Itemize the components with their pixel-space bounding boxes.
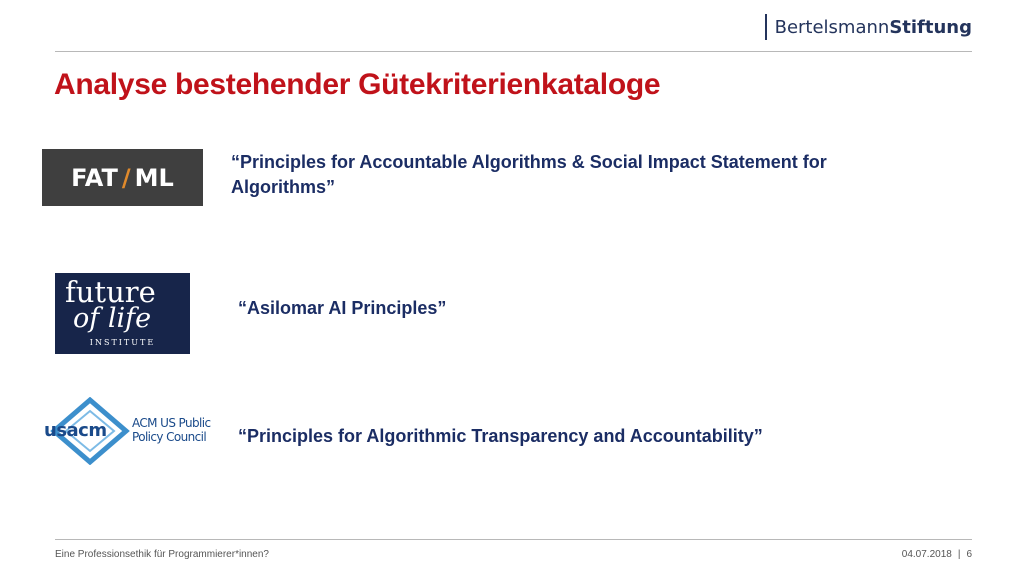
- brand-name-part1: Bertelsmann: [774, 16, 890, 38]
- brand-bar: [765, 14, 767, 40]
- fli-logo-line2: of life: [73, 303, 152, 334]
- fatml-logo-slash: /: [121, 163, 131, 192]
- acm-council-line1: ACM US Public: [132, 416, 211, 430]
- acm-council-text: [132, 416, 210, 444]
- quote-acm: “Principles for Algorithmic Transparency and Accountability”: [238, 426, 763, 446]
- page-number: 6: [966, 549, 972, 560]
- fli-logo-line1: future: [65, 275, 156, 309]
- usacm-logo: [44, 397, 220, 465]
- slide-title: Analyse bestehender Gütekriterienkataloge: [54, 68, 661, 101]
- fatml-logo: [42, 149, 203, 206]
- fatml-logo-right: ML: [134, 163, 174, 192]
- bottom-divider: [55, 539, 972, 540]
- top-divider: [55, 51, 972, 52]
- footer-title: Eine Professionsethik für Programmierer*innen?: [55, 549, 269, 560]
- fatml-logo-left: FAT: [71, 163, 118, 192]
- fli-logo-line3: INSTITUTE: [89, 338, 156, 347]
- quote-fatml: “Principles for Accountable Algorithms & Social Impact Statement for Algorithms”: [231, 152, 827, 197]
- acm-council-line2: Policy Council: [132, 430, 207, 444]
- footer-separator: |: [957, 549, 961, 560]
- future-of-life-logo: [55, 273, 190, 354]
- quote-asilomar: “Asilomar AI Principles”: [238, 298, 447, 318]
- brand-name-part2: Stiftung: [889, 16, 972, 38]
- footer-meta: [902, 549, 972, 560]
- usacm-wordmark: usacm: [44, 420, 107, 441]
- brand-logo: [765, 14, 972, 40]
- footer-date: 04.07.2018: [901, 549, 952, 560]
